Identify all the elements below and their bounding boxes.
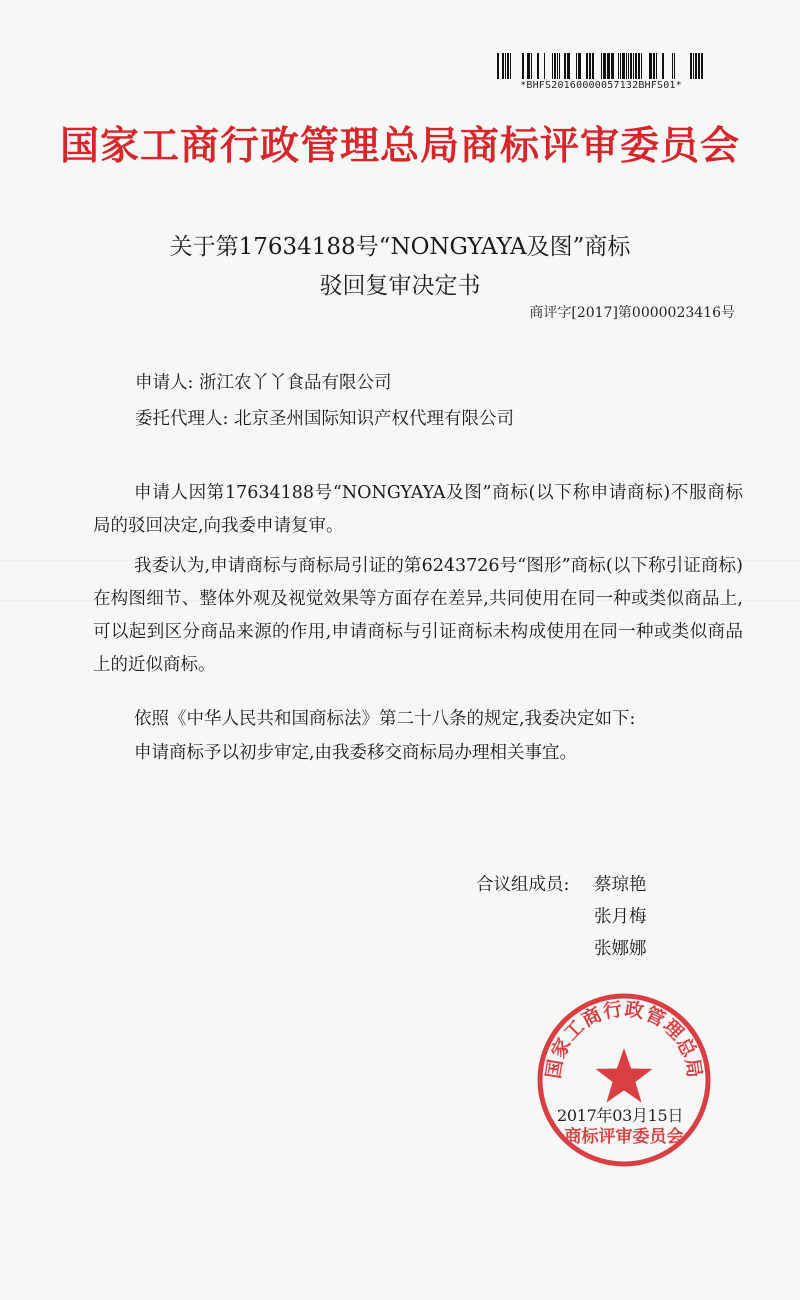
barcode-image [497, 53, 703, 79]
agent-label: 委托代理人: [135, 409, 229, 429]
agent-line [135, 405, 514, 430]
body-paragraph-2: 我委认为,申请商标与商标局引证的第6243726号“图形”商标(以下称引证商标)在构图细节、整体外观及视觉效果等方面存在差异,共同使用在同一种或类似商品上,可以起到区分商品来源的作用,申请商标与引证商标未构成使用在同一种或类似商品上的近似商标。 [93, 556, 743, 675]
body-paragraph-3: 依照《中华人民共和国商标法》第二十八条的规定,我委决定如下: [134, 709, 636, 729]
decision-title-line2: 驳回复审决定书 [319, 273, 481, 299]
svg-text:商标评审委员会: 商标评审委员会 [564, 1127, 684, 1147]
panel-member: 张月梅 [594, 907, 647, 927]
organization-title: 国家工商行政管理总局商标评审委员会 [59, 124, 740, 169]
document-number: 商评字[2017]第0000023416号 [529, 305, 735, 321]
body-paragraph-4: 申请商标予以初步审定,由我委移交商标局办理相关事宜。 [134, 743, 578, 763]
svg-text:国家工商行政管理总局: 国家工商行政管理总局 [542, 998, 706, 1081]
body-paragraph-1: 申请人因第17634188号“NONGYAYA及图”商标(以下称申请商标)不服商标局的驳回决定,向我委申请复审。 [93, 483, 743, 536]
barcode-text: *BHFS20160000057132BHFS01* [520, 80, 682, 91]
panel-member: 蔡琼艳 [594, 875, 647, 895]
panel-member: 张娜娜 [594, 939, 647, 959]
seal-star-icon [596, 1048, 653, 1103]
decision-date: 2017年03月15日 [557, 1106, 684, 1125]
applicant-name: 浙江农丫丫食品有限公司 [198, 373, 392, 393]
panel-label: 合议组成员: [476, 875, 570, 895]
official-seal [534, 990, 714, 1170]
applicant-label: 申请人: [135, 373, 194, 393]
decision-title-line1: 关于第17634188号“NONGYAYA及图”商标 [169, 234, 631, 260]
applicant-line [135, 369, 391, 394]
agent-name: 北京圣州国际知识产权代理有限公司 [233, 409, 514, 429]
